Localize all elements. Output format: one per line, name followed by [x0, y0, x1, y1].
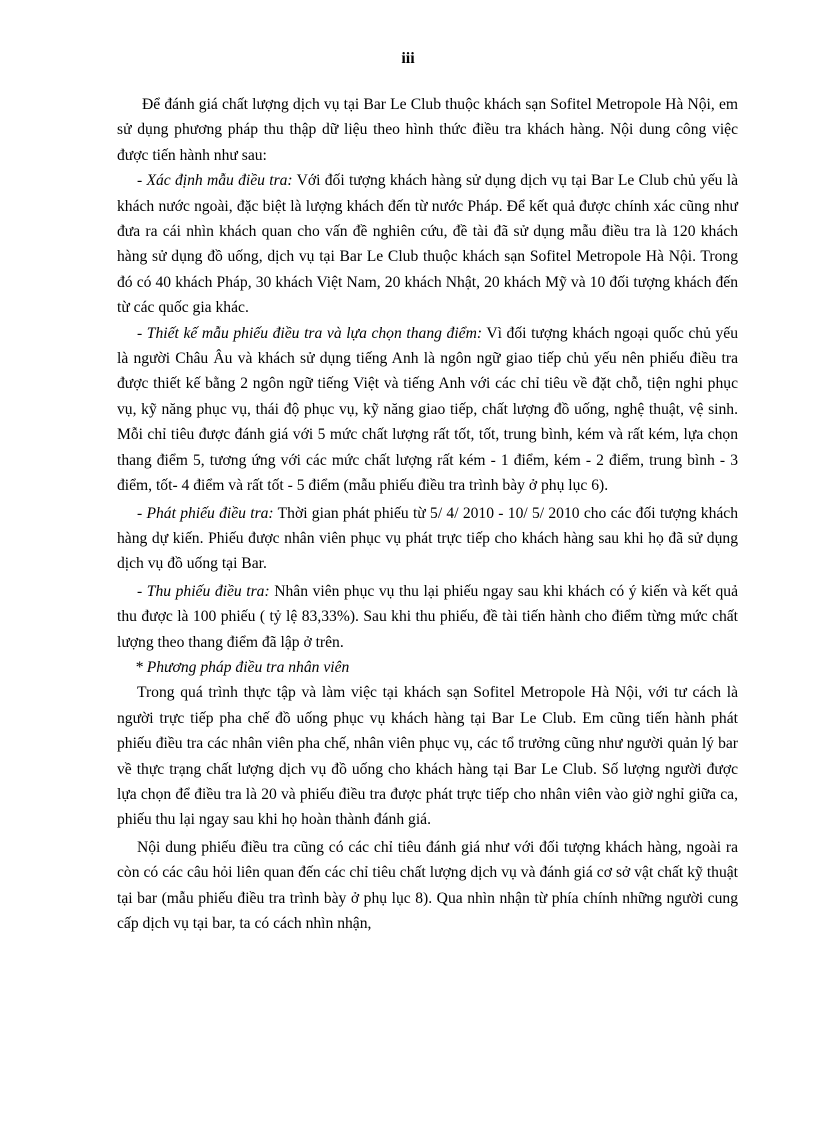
collect-lead: - Thu phiếu điều tra: — [137, 582, 270, 600]
design-body: Vì đối tượng khách ngoại quốc chủ yếu là người Châu Âu và khách sử dụng tiếng Anh là ngôn ngữ giao tiếp chủ yếu nên phiếu điều tra được thiết kế bằng 2 ngôn ngữ tiếng Việt và tiếng Anh với các chỉ tiêu về đặt chỗ, tiện nghi phục vụ, kỹ năng phục vụ, thái độ phục vụ, kỹ năng giao tiếp, chất lượng đồ uống, nghệ thuật, vệ sinh. Mỗi chỉ tiêu được đánh giá với 5 mức chất lượng rất tốt, tốt, trung bình, kém và rất kém, lựa chọn thang điểm 5, tương ứng với các mức chất lượng rất kém - 1 điểm, kém - 2 điểm, trung bình - 3 điểm, tốt- 4 điểm và rất tốt - 5 điểm (mẫu phiếu điều tra trình bày ở phụ lục 6). — [117, 324, 738, 495]
page-number: iii — [401, 50, 415, 67]
distribute-body: Thời gian phát phiếu từ 5/ 4/ 2010 - 10/ 5/ 2010 cho các đối tượng khách hàng dự kiến. Phiếu được nhân viên phục vụ phát trực tiếp cho khách hàng sau khi họ đã sử dụng dịch vụ đồ uống tại Bar. — [117, 504, 739, 573]
staff-paragraph: Trong quá trình thực tập và làm việc tại khách sạn Sofitel Metropole Hà Nội, với tư cách là người trực tiếp pha chế đồ uống phục vụ khách hàng tại Bar Le Club. Em cũng tiến hành phát phiếu điều tra các nhân viên pha chế, nhân viên phục vụ, các tổ trưởng cũng như người quản lý bar về thực trạng chất lượng dịch vụ đồ uống cho khách hàng tại Bar Le Club. Số lượng người được lựa chọn để điều tra là 20 và phiếu điều tra được phát trực tiếp cho nhân viên vào giờ nghỉ giữa ca, phiếu thu lại ngay sau khi họ hoàn thành đánh giá. — [117, 684, 738, 829]
content-paragraph: Nội dung phiếu điều tra cũng có các chỉ tiêu đánh giá như với đối tượng khách hàng, ngoài ra còn có các câu hỏi liên quan đến các chỉ tiêu chất lượng dịch vụ và đánh giá cơ sở vật chất kỹ thuật tại bar (mẫu phiếu điều tra trình bày ở phụ lục 8). Qua nhìn nhận từ phía chính những người cung cấp dịch vụ tại bar, ta có cách nhìn nhận, — [117, 838, 738, 932]
design-lead: - Thiết kế mẫu phiếu điều tra và lựa chọn thang điểm: — [137, 324, 483, 342]
sample-lead: - Xác định mẫu điều tra: — [137, 172, 293, 190]
sample-paragraph — [117, 168, 738, 320]
distribute-lead: - Phát phiếu điều tra: — [137, 504, 274, 522]
distribute-paragraph — [117, 501, 738, 577]
staff-survey-heading: * Phương pháp điều tra nhân viên — [135, 658, 350, 676]
sample-body: Với đối tượng khách hàng sử dụng dịch vụ tại Bar Le Club chủ yếu là khách nước ngoài, đặc biệt là lượng khách đến từ nước Pháp. Để kết quả được chính xác cũng như đưa ra cái nhìn khách quan cho vấn đề nghiên cứu, đề tài đã sử dụng mẫu điều tra là 120 khách hàng sử dụng đồ uống, dịch vụ tại Bar Le Club thuộc khách sạn Sofitel Metropole Hà Nội. Trong đó có 40 khách Pháp, 30 khách Việt Nam, 20 khách Nhật, 20 khách Mỹ và 10 đối tượng khách đến từ các quốc gia khác. — [117, 172, 738, 317]
document-body — [117, 92, 738, 936]
intro-paragraph: Để đánh giá chất lượng dịch vụ tại Bar Le Club thuộc khách sạn Sofitel Metropole Hà Nội, em sử dụng phương pháp thu thập dữ liệu theo hình thức điều tra khách hàng. Nội dung công việc được tiến hành như sau: — [117, 96, 738, 164]
design-paragraph — [117, 321, 738, 499]
collect-body: Nhân viên phục vụ thu lại phiếu ngay sau khi khách có ý kiến và kết quả thu được là 100 phiếu ( tỷ lệ 83,33%). Sau khi thu phiếu, đề tài tiến hành cho điểm từng mức chất lượng theo thang điểm đã lập ở trên. — [117, 582, 738, 651]
collect-paragraph — [117, 579, 738, 655]
